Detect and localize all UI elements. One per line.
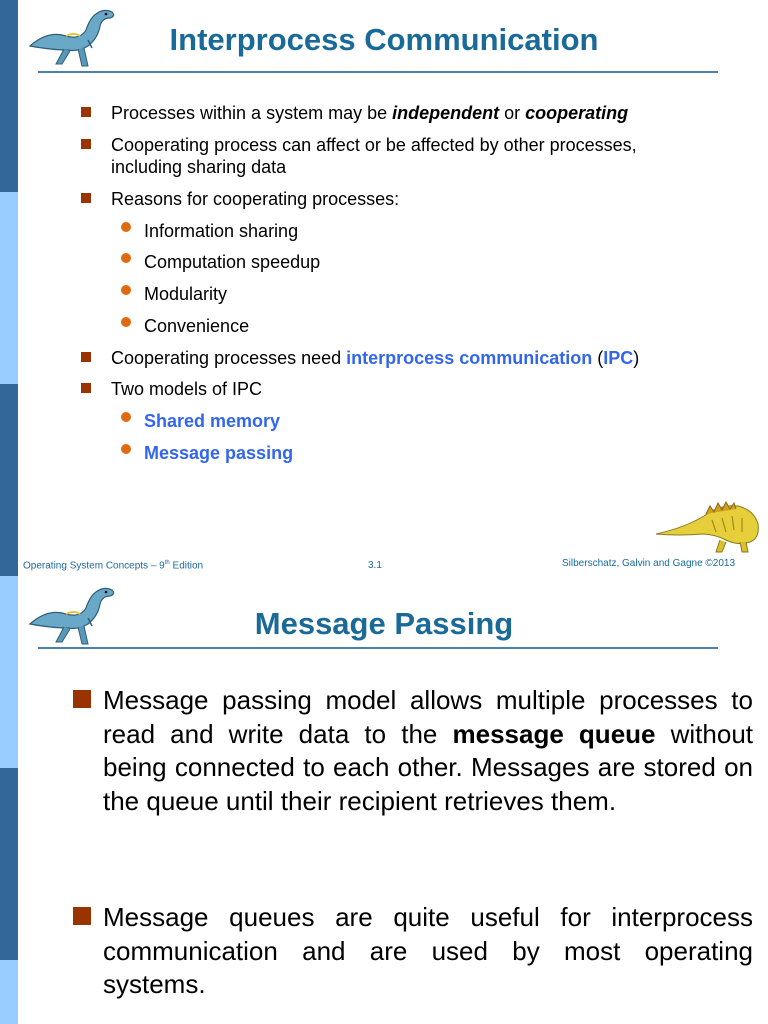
stripe-segment: [0, 384, 18, 576]
footer-text-part: Operating System Concepts – 9: [23, 560, 165, 572]
bullet-item: [81, 188, 399, 210]
stripe-segment: [0, 576, 18, 768]
paragraph-text: Message queues are quite useful for interprocess communication and are used by most operating systems.: [103, 902, 753, 999]
emphasis-independent: independent: [392, 103, 500, 123]
sub-bullet-text: Convenience: [144, 316, 250, 336]
sub-bullet-text: Modularity: [144, 284, 228, 304]
round-bullet-icon: [121, 253, 131, 263]
stripe-segment: [0, 768, 18, 960]
bullet-item: [81, 347, 639, 369]
bullet-text: [111, 347, 639, 369]
sub-bullet-text: Information sharing: [144, 221, 299, 241]
title-divider: [38, 647, 718, 649]
sub-bullet-item: [121, 442, 293, 464]
paragraph-bullet: [73, 684, 753, 818]
round-bullet-icon: [121, 317, 131, 327]
bullet-text: [111, 134, 637, 178]
message-queue-term: message queue: [452, 718, 656, 749]
sub-bullet-text: Message passing: [144, 443, 294, 463]
bullet-item: [81, 102, 628, 124]
sub-bullet-text: Computation speedup: [144, 252, 321, 272]
footer-text-part: Edition: [169, 560, 204, 572]
bullet-text-line: Cooperating process can affect or be affected by other processes,: [111, 135, 637, 155]
square-bullet-icon: [81, 352, 91, 362]
round-bullet-icon: [121, 412, 131, 422]
bullet-text-part: Cooperating processes need: [111, 348, 347, 368]
paragraph-text-part: Message passing model allows multiple processes to read and write data to the: [103, 685, 753, 749]
square-bullet-icon: [81, 193, 91, 203]
ipc-term: interprocess communication: [346, 348, 593, 368]
square-bullet-icon: [81, 107, 91, 117]
sub-bullet-item: [121, 251, 320, 273]
stripe-segment: [0, 192, 18, 384]
round-bullet-icon: [121, 222, 131, 232]
paragraph-text: [103, 684, 753, 818]
bullet-text-part: Processes within a system may be: [111, 103, 393, 123]
round-bullet-icon: [121, 285, 131, 295]
bullet-text-part: (: [592, 348, 604, 368]
title-divider: [38, 71, 718, 73]
yellow-dinosaur-icon: [654, 494, 762, 554]
bullet-text: [111, 102, 628, 124]
footer-superscript: th: [164, 560, 170, 566]
bullet-text-part: ): [633, 348, 640, 368]
ipc-abbreviation: IPC: [603, 348, 634, 368]
bullet-text: Reasons for cooperating processes:: [111, 189, 400, 209]
bullet-item: [81, 134, 637, 178]
footer-authors: Silberschatz, Galvin and Gagne ©2013: [562, 558, 736, 569]
square-bullet-icon: [81, 139, 91, 149]
square-bullet-icon: [81, 383, 91, 393]
bullet-text-part: or: [499, 103, 526, 123]
round-bullet-icon: [121, 444, 131, 454]
paragraph-bullet: [73, 901, 753, 1002]
square-bullet-icon: [73, 690, 91, 708]
sub-bullet-text: Shared memory: [144, 411, 281, 431]
sub-bullet-item: [121, 220, 298, 242]
sub-bullet-item: [121, 283, 227, 305]
slide-interprocess-communication: [18, 0, 768, 580]
square-bullet-icon: [73, 907, 91, 925]
stripe-segment: [0, 960, 18, 1024]
emphasis-cooperating: cooperating: [525, 103, 629, 123]
sub-bullet-item: [121, 315, 249, 337]
slide-number: 3.1: [368, 560, 382, 571]
slide-message-passing: [18, 580, 768, 1024]
footer-book-title: [23, 560, 203, 571]
slide-title: Message Passing: [254, 606, 514, 641]
bullet-item: [81, 378, 262, 400]
bullet-text-line: including sharing data: [111, 157, 287, 177]
slide-title: Interprocess Communication: [169, 22, 599, 57]
sub-bullet-item: [121, 410, 280, 432]
paragraph-text-part: without being connected to each other. Messages are stored on the queue until their recipient retrieves them.: [103, 718, 754, 816]
stripe-segment: [0, 0, 18, 192]
bullet-text: Two models of IPC: [111, 379, 263, 399]
